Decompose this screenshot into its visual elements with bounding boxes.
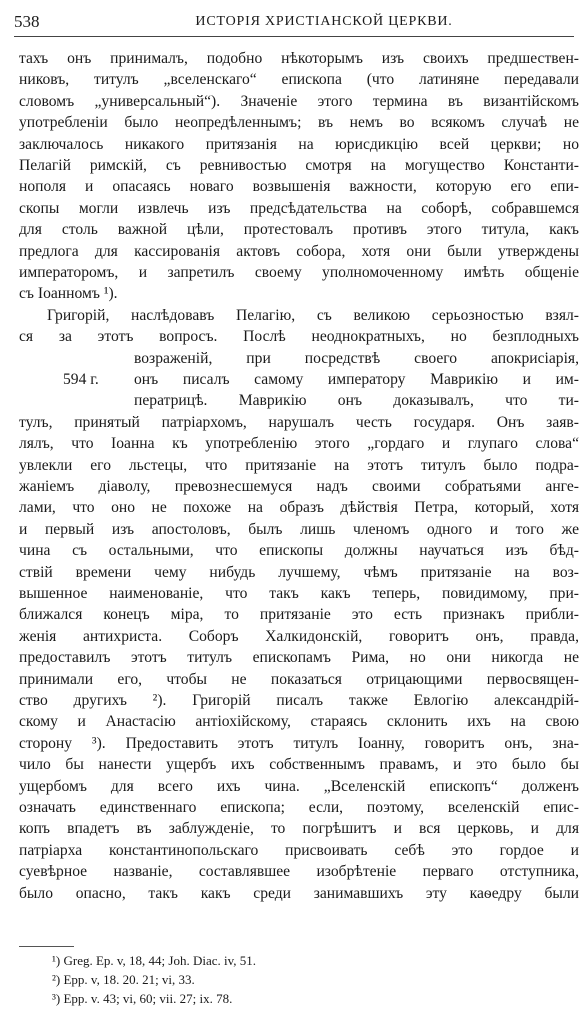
footnote-divider (19, 946, 74, 947)
text-line: чило бы нанести ущербъ ихъ собственнымъ правамъ, и это было бы (19, 756, 579, 774)
text-line: ство другихъ ²). Григорій писалъ также Евлогію александрій- (19, 692, 579, 709)
text-line: скопы могли извлечь изъ предсѣдательства на соборѣ, собравшемся (19, 199, 579, 217)
text-line: Пелагій римскій, съ ревнивостью смотря на могущество Константи- (19, 157, 579, 174)
text-line: женія антихриста. Соборъ Халкидонскій, говоритъ онъ, правда, (19, 627, 579, 645)
text-line: императоромъ, и запретилъ своему уполномоченному имѣть общеніе (19, 264, 579, 281)
text-line: Григорій, наслѣдовавъ Пелагію, съ великою серьозностью взял- (47, 306, 579, 324)
footnote-3: ³) Epp. v. 43; vi, 60; vii. 27; ix. 78. (52, 991, 233, 1006)
text-line: тулъ, принятый патріархомъ, нарушалъ честь государя. Онъ заяв- (19, 413, 579, 431)
text-line: никовъ, титулъ „вселенскаго“ епископа (что латиняне передавали (19, 71, 579, 89)
text-line: патріарха константинопольскаго присвоивать себѣ это гордое и (19, 841, 579, 859)
text-line: жаніемъ діаволу, превознесшемуся надъ своими собратьями анге- (19, 478, 579, 495)
footnote-1: ¹) Greg. Ep. v, 18, 44; Joh. Diac. iv, 51. (52, 953, 257, 968)
text-line: означать единственнаго епископа; если, поэтому, вселенскій епис- (19, 799, 579, 816)
text-line: ущербомъ для всего ихъ чина. „Вселенскій епископъ“ долженъ (19, 777, 579, 795)
text-line: лялъ, что Іоанна къ употребленію этого „гордаго и глупаго слова“ (19, 435, 579, 453)
text-line: предлога для кассированія актовъ собора, хотя они были утверждены (19, 242, 579, 260)
text-line: копъ впадетъ въ заблужденіе, то погрѣшитъ и вся церковь, и для (19, 820, 579, 838)
text-line: чина съ остальными, что епископы должны научаться изъ бѣд- (19, 542, 579, 560)
text-line: скому и Анастасію антіохійскому, стараясь склонить ихъ на свою (19, 713, 579, 731)
text-line: словомъ „универсальный“). Значеніе этого термина въ византійскомъ (19, 92, 579, 110)
text-line: ствій времени чему нибудь лучшему, чѣмъ притязаніе на воз- (19, 563, 579, 581)
text-line: увлекли его льстецы, что притязаніе на этотъ титулъ было подра- (19, 456, 579, 474)
text-line: суевѣрное названіе, составлявшее изобрѣтеніе перваго отступника, (19, 863, 579, 881)
text-line: предоставилъ этотъ титулъ епископамъ Рима, но они никогда не (19, 649, 579, 667)
text-line: съ Іоанномъ ¹). (19, 285, 118, 303)
text-line: было опасно, такъ какъ среди занимавшихъ эту каѳедру были (19, 884, 579, 902)
text-line: онъ писалъ самому императору Маврикію и им- (134, 371, 579, 388)
text-line: тахъ онъ принималъ, подобно нѣкоторымъ изъ своихъ предшествен- (19, 50, 579, 67)
text-line: нополя и опасаясь новаго возвышенія важности, которую его епи- (19, 178, 579, 196)
margin-year-note: 594 г. (63, 371, 99, 388)
text-line: принимали его, чтобы не показаться отрицающими первосвящен- (19, 670, 579, 688)
text-line: вышенное наименованіе, что такъ какъ теперь, повидимому, при- (19, 585, 579, 602)
text-line: заключалось никакого притязанія на юрисдикцію всей церкви; но (19, 135, 579, 153)
text-line: ближался конецъ міра, то притязаніе это есть признакъ прибли- (19, 606, 579, 624)
text-line: и первый изъ апостоловъ, былъ лишь членомъ одного и того же (19, 520, 579, 538)
text-line: возраженій, при посредствѣ своего апокрисіарія, (134, 349, 579, 367)
text-line: ся за этотъ вопросъ. Послѣ неоднократныхъ, но безплодныхъ (19, 328, 579, 346)
text-line: употребленіи было неопредѣленнымъ; въ немъ во всякомъ случаѣ не (19, 114, 579, 132)
page-header (14, 12, 574, 37)
page-number: 538 (14, 12, 40, 31)
text-line: ператрицѣ. Маврикію онъ доказывалъ, что ти- (134, 392, 579, 410)
text-line: сторону ³). Предоставить этотъ титулъ Іоанну, говоритъ онъ, зна- (19, 734, 579, 752)
text-line: для столь важной цѣли, протестовалъ противъ этого титула, какъ (19, 221, 579, 239)
footnote-2: ²) Epp. v, 18. 20. 21; vi, 33. (52, 972, 195, 987)
text-line: лами, что оно не похоже на образъ дѣйствія Петра, который, хотя (19, 499, 579, 517)
running-title: ИСТОРІЯ ХРИСТІАНСКОЙ ЦЕРКВИ. (195, 14, 453, 29)
